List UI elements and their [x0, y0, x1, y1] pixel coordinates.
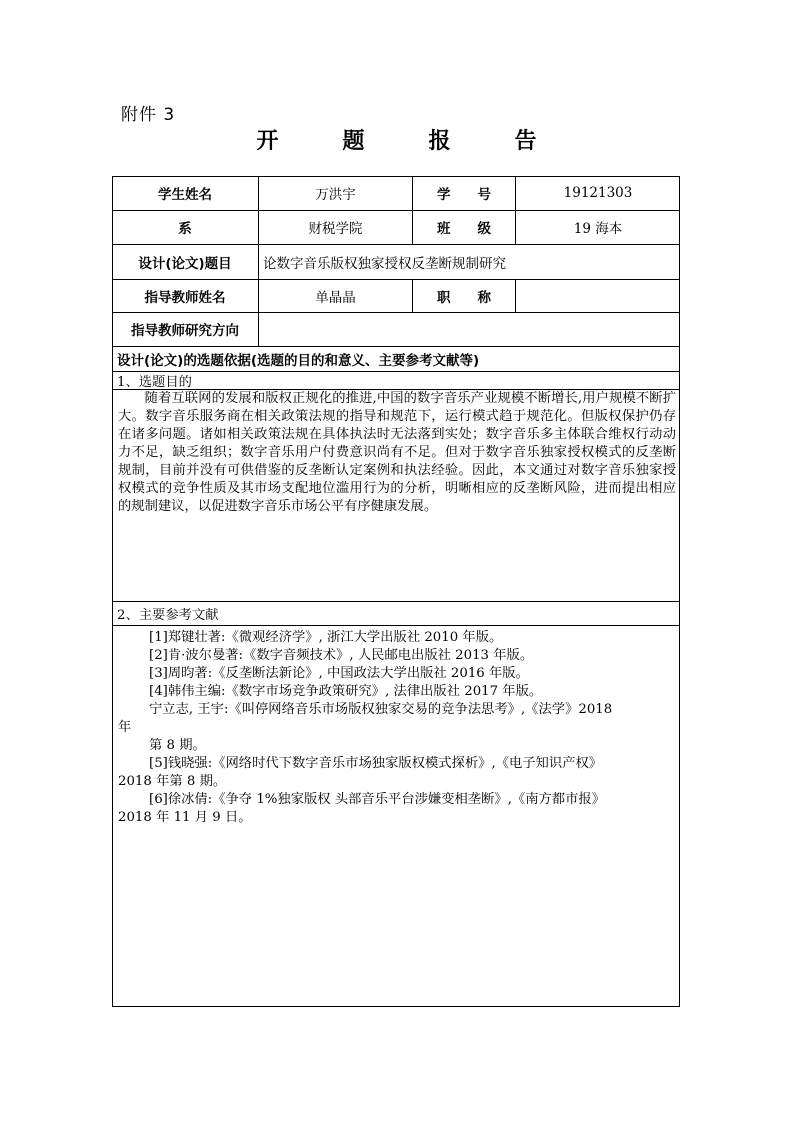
student-id-label: 学 号: [437, 187, 491, 203]
title-char: 题: [342, 129, 365, 154]
section1-heading: 1、选题目的: [117, 374, 192, 390]
student-name-label: 学生姓名: [158, 187, 212, 203]
reference-item: 第 8 期。: [149, 738, 206, 753]
topic-label: 设计(论文)题目: [138, 255, 232, 272]
reference-item: 年: [118, 720, 132, 735]
row-divider: [112, 625, 680, 626]
reference-item: [4]韩伟主编:《数字市场竞争政策研究》, 法律出版社 2017 年版。: [149, 684, 543, 699]
advisor-title-label: 职 称: [437, 289, 491, 306]
research-direction-label: 指导教师研究方向: [131, 323, 239, 339]
attachment-label: 附件 3: [121, 105, 176, 125]
advisor-value: 单晶晶: [315, 289, 356, 306]
student-name-value: 万洪宇: [315, 187, 356, 203]
class-value: 19 海本: [573, 221, 623, 237]
reference-item: [5]钱晓强:《网络时代下数字音乐市场独家版权模式探析》,《电子知识产权》: [149, 756, 603, 771]
basis-heading: 设计(论文)的选题依据(选题的目的和意义、主要参考文献等): [117, 352, 480, 369]
reference-item: [3]周昀著:《反垄断法新论》, 中国政法大学出版社 2016 年版。: [149, 666, 529, 681]
page-title: [0, 124, 793, 155]
dept-value: 财税学院: [308, 221, 363, 237]
reference-item: 2018 年 11 月 9 日。: [118, 810, 252, 825]
title-char: 告: [514, 129, 537, 154]
title-char: 报: [428, 129, 451, 154]
section1-body: [118, 390, 676, 516]
section2-heading: 2、主要参考文献: [117, 607, 219, 623]
section1-paragraph: 随着互联网的发展和版权正规化的推进,中国的数字音乐产业规模不断增长,用户规模不断扩大。数字音乐服务商在相关政策法规的指导和规范下，运行模式趋于规范化。但版权保护仍存在诸多问题。诸如相关政策法规在具体执法时无法落到实处；数字音乐多主体联合维权行动动力不足，缺乏组织；数字音乐用户付费意识尚有不足。但对于数字音乐独家授权模式的反垄断规制，目前并没有可供借鉴的反垄断认定案例和执法经验。因此，本文通过对数字音乐独家授权模式的竞争性质及其市场支配地位滥用行为的分析，明晰相应的反垄断风险，进而提出相应的规制建议，以促进数字音乐市场公平有序健康发展。: [118, 391, 676, 514]
reference-item: [6]徐冰倩:《争夺 1%独家版权 头部音乐平台涉嫌变相垄断》,《南方都市报》: [149, 792, 605, 807]
topic-value: 论数字音乐版权独家授权反垄断规制研究: [263, 255, 506, 272]
class-label: 班 级: [437, 221, 491, 237]
advisor-label: 指导教师姓名: [144, 289, 226, 306]
reference-list: [118, 629, 678, 827]
dept-label: 系: [178, 221, 192, 237]
title-char: 开: [256, 129, 279, 154]
reference-item: [1]郑键壮著:《微观经济学》, 浙江大学出版社 2010 年版。: [149, 630, 503, 645]
student-id-value: 19121303: [563, 185, 633, 201]
reference-item: 2018 年第 8 期。: [118, 774, 227, 789]
reference-item: 宁立志, 王宇:《叫停网络音乐市场版权独家交易的竞争法思考》,《法学》2018: [149, 702, 613, 717]
advisor-title-value: [516, 279, 680, 312]
research-direction-value: [259, 312, 680, 346]
reference-item: [2]肯·波尔曼著:《数字音频技术》, 人民邮电出版社 2013 年版。: [149, 648, 534, 663]
